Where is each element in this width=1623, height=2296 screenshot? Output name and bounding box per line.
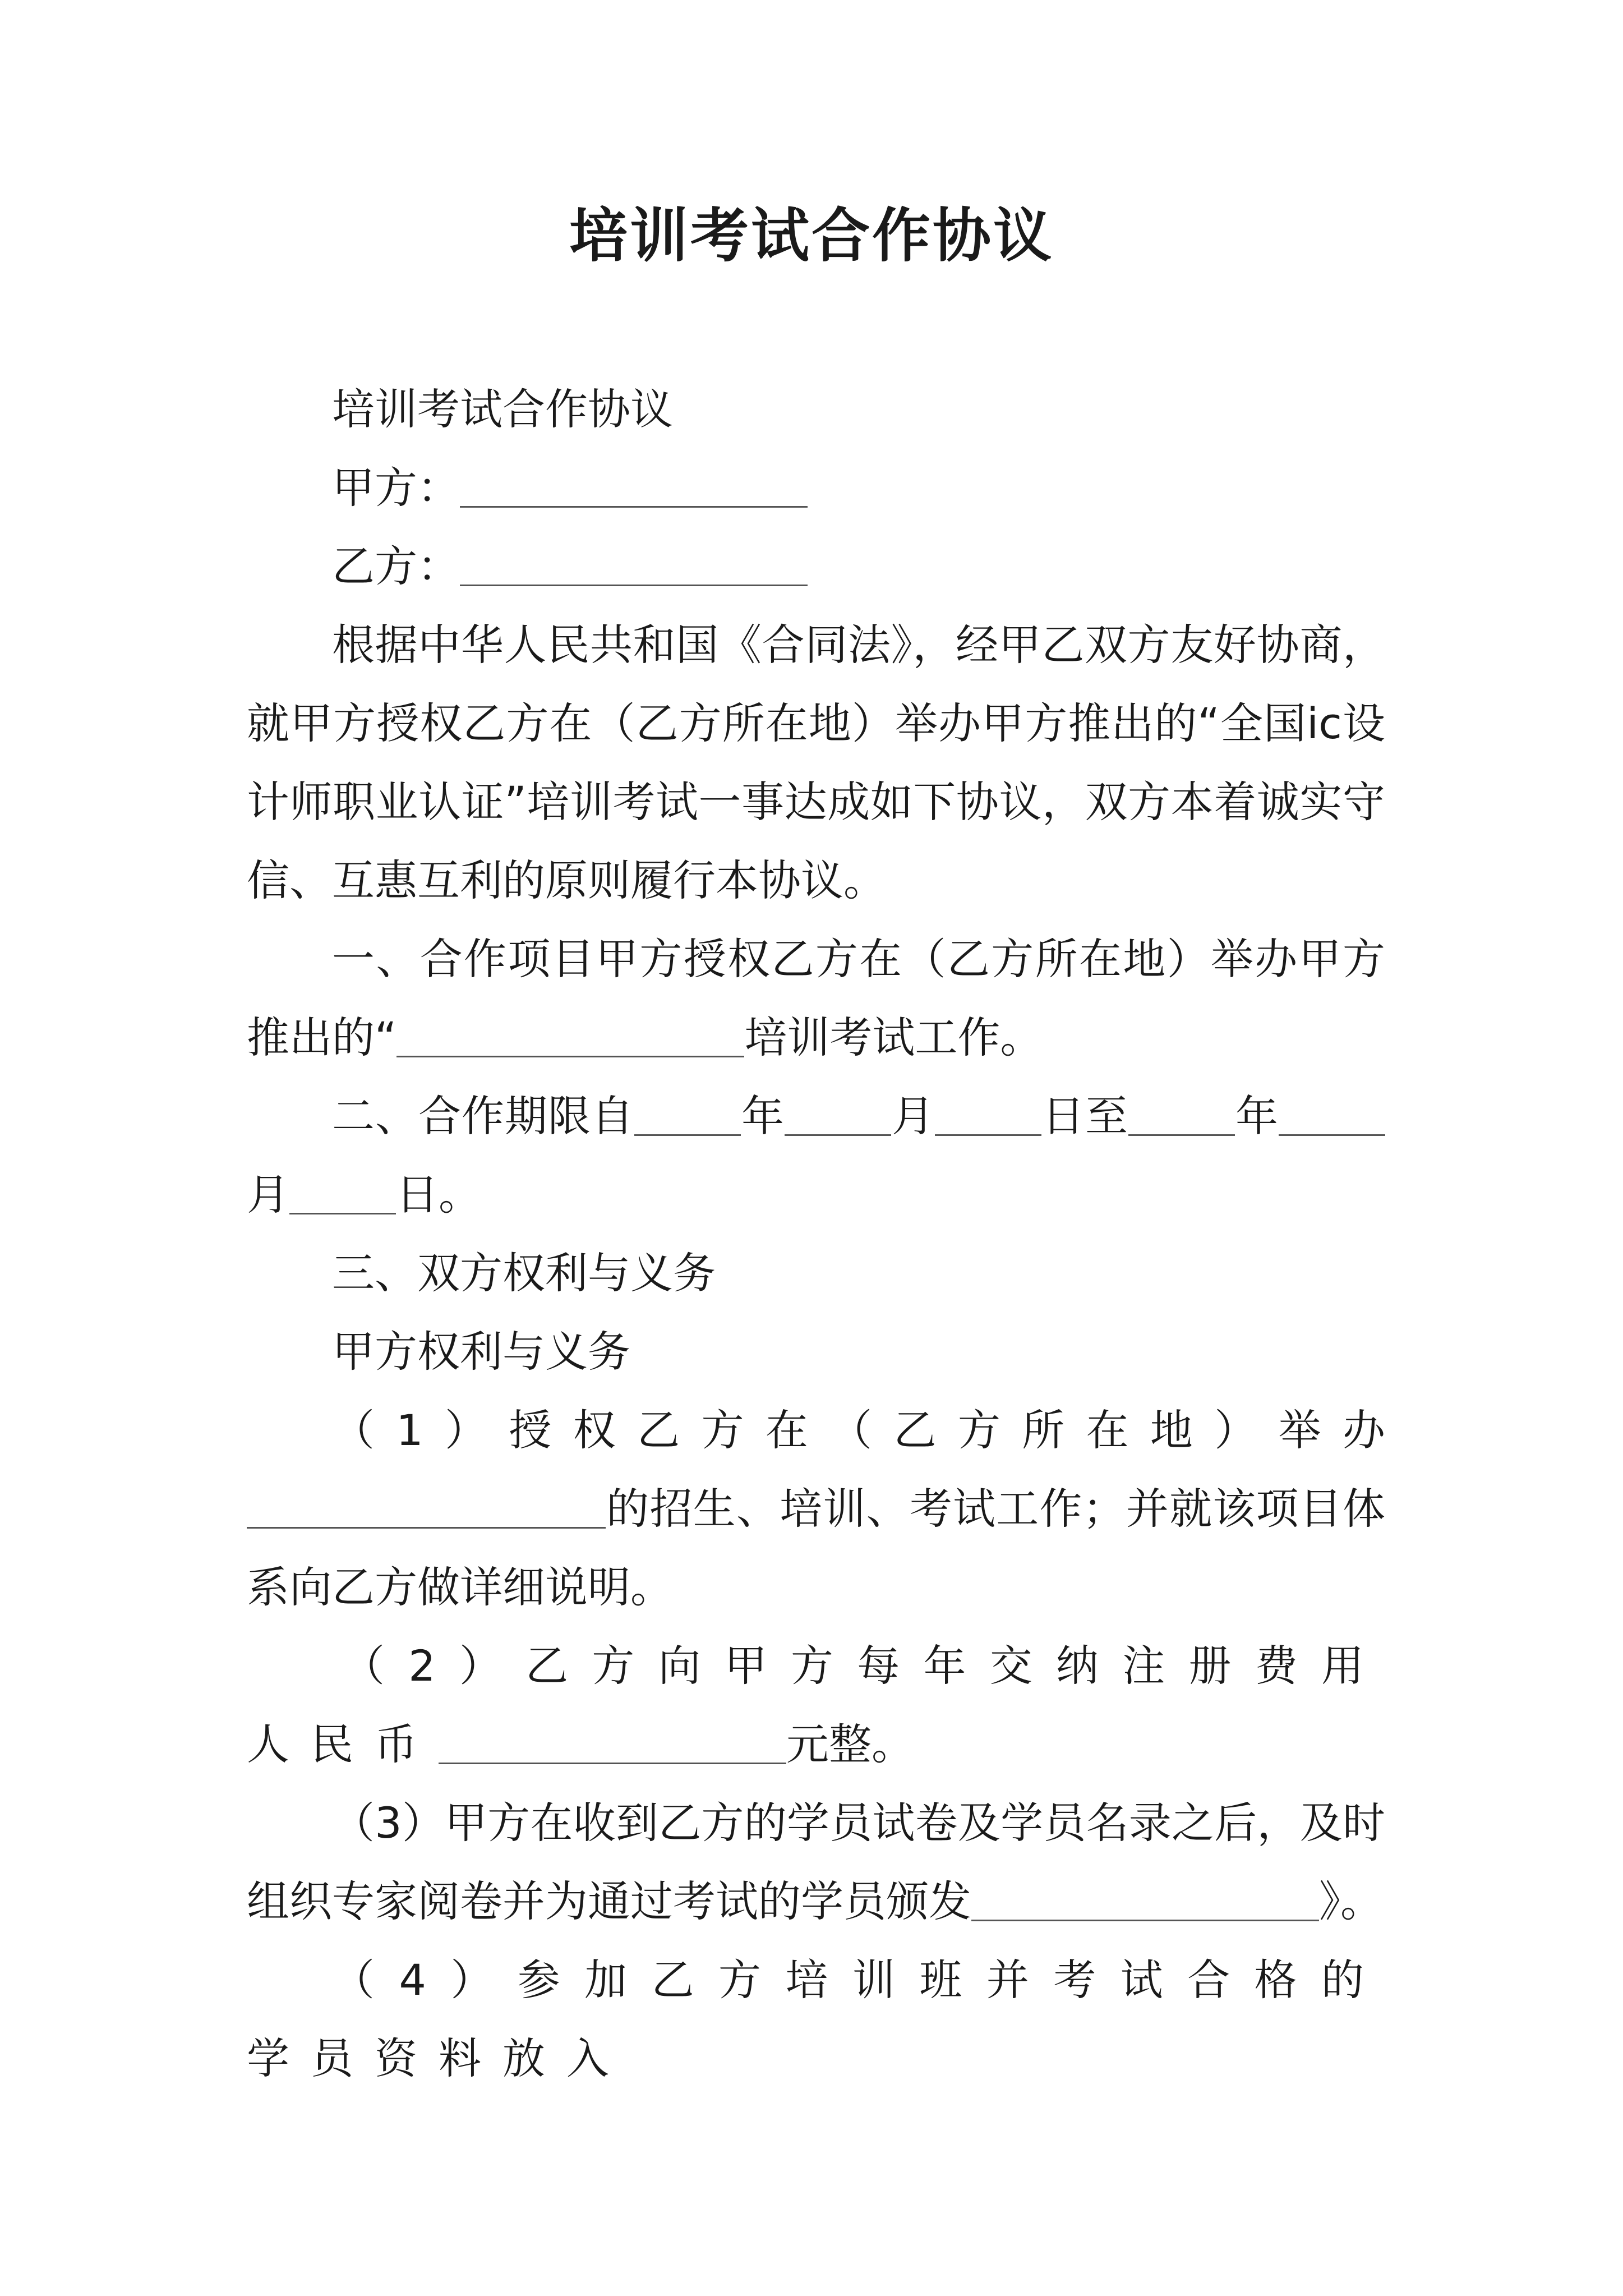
end-day-blank bbox=[289, 1168, 396, 1214]
item2-month-label: 月 bbox=[891, 1091, 935, 1141]
party-b-blank bbox=[460, 540, 808, 586]
intro-paragraph bbox=[247, 606, 1385, 920]
clause2-text-post: 元整。 bbox=[786, 1719, 914, 1769]
item2-text-pre: 二、合作期限自 bbox=[332, 1091, 634, 1141]
party-a-line bbox=[247, 449, 1385, 527]
subtitle-text: 培训考试合作协议 bbox=[332, 384, 673, 434]
item2-day-to-label: 日至 bbox=[1041, 1091, 1128, 1141]
start-day-blank bbox=[935, 1089, 1041, 1136]
subtitle-paragraph bbox=[247, 370, 1385, 449]
start-month-blank bbox=[785, 1089, 891, 1136]
party-b-line bbox=[247, 527, 1385, 606]
clause1-paragraph bbox=[247, 1391, 1385, 1627]
party-a-rights-heading bbox=[247, 1313, 1385, 1391]
clause3-text-post: 》。 bbox=[1319, 1876, 1383, 1926]
item3-text: 三、双方权利与义务 bbox=[332, 1248, 716, 1298]
item2-month2-label: 月 bbox=[247, 1170, 289, 1220]
clause2-text-pre: （2）乙方向甲方每年交纳注册费用人民币 bbox=[247, 1641, 1385, 1769]
party-a-blank bbox=[460, 461, 808, 508]
end-year-blank bbox=[1128, 1089, 1235, 1136]
clause4-text: （4）参加乙方培训班并考试合格的学员资料放入 bbox=[247, 1955, 1385, 2083]
party-a-rights-text: 甲方权利与义务 bbox=[332, 1327, 630, 1377]
party-a-label: 甲方： bbox=[332, 463, 460, 513]
item1-blank bbox=[396, 1011, 744, 1057]
item2-end-label: 日。 bbox=[396, 1170, 481, 1220]
end-month-blank bbox=[1279, 1089, 1385, 1136]
item1-text-post: 培训考试工作。 bbox=[744, 1013, 1043, 1062]
start-year-blank bbox=[634, 1089, 741, 1136]
party-b-label: 乙方： bbox=[332, 541, 460, 591]
document-body bbox=[247, 370, 1385, 2098]
item1-text-pre: 一、合作项目甲方授权乙方在（乙方所在地）举办甲方推出的“ bbox=[247, 934, 1385, 1062]
clause2-blank bbox=[439, 1718, 786, 1764]
clause1-text-post: 的招生、培训、考试工作；并就该项目体系向乙方做详细说明。 bbox=[247, 1484, 1385, 1612]
clause2-paragraph bbox=[247, 1627, 1385, 1784]
item2-year-label: 年 bbox=[741, 1091, 785, 1141]
clause1-text-pre: （1）授权乙方在（乙方所在地）举办 bbox=[332, 1405, 1385, 1455]
clause3-blank bbox=[971, 1875, 1319, 1921]
document-title: 培训考试合作协议 bbox=[569, 201, 1054, 270]
item1-paragraph bbox=[247, 920, 1385, 1077]
clause3-text-pre: （3）甲方在收到乙方的学员试卷及学员名录之后，及时组织专家阅卷并为通过考试的学员颁发 bbox=[247, 1798, 1385, 1926]
clause3-paragraph bbox=[247, 1784, 1385, 1941]
item3-paragraph bbox=[247, 1234, 1385, 1313]
clause4-paragraph bbox=[247, 1941, 1385, 2098]
item2-paragraph bbox=[247, 1077, 1385, 1234]
clause1-blank bbox=[247, 1482, 606, 1529]
intro-text: 根据中华人民共和国《合同法》，经甲乙双方友好协商，就甲方授权乙方在（乙方所在地）举办甲方推出的“全国ic设计师职业认证”培训考试一事达成如下协议，双方本着诚实守信、互惠互利的原则履行本协议。 bbox=[247, 620, 1385, 905]
item2-year2-label: 年 bbox=[1235, 1091, 1279, 1141]
